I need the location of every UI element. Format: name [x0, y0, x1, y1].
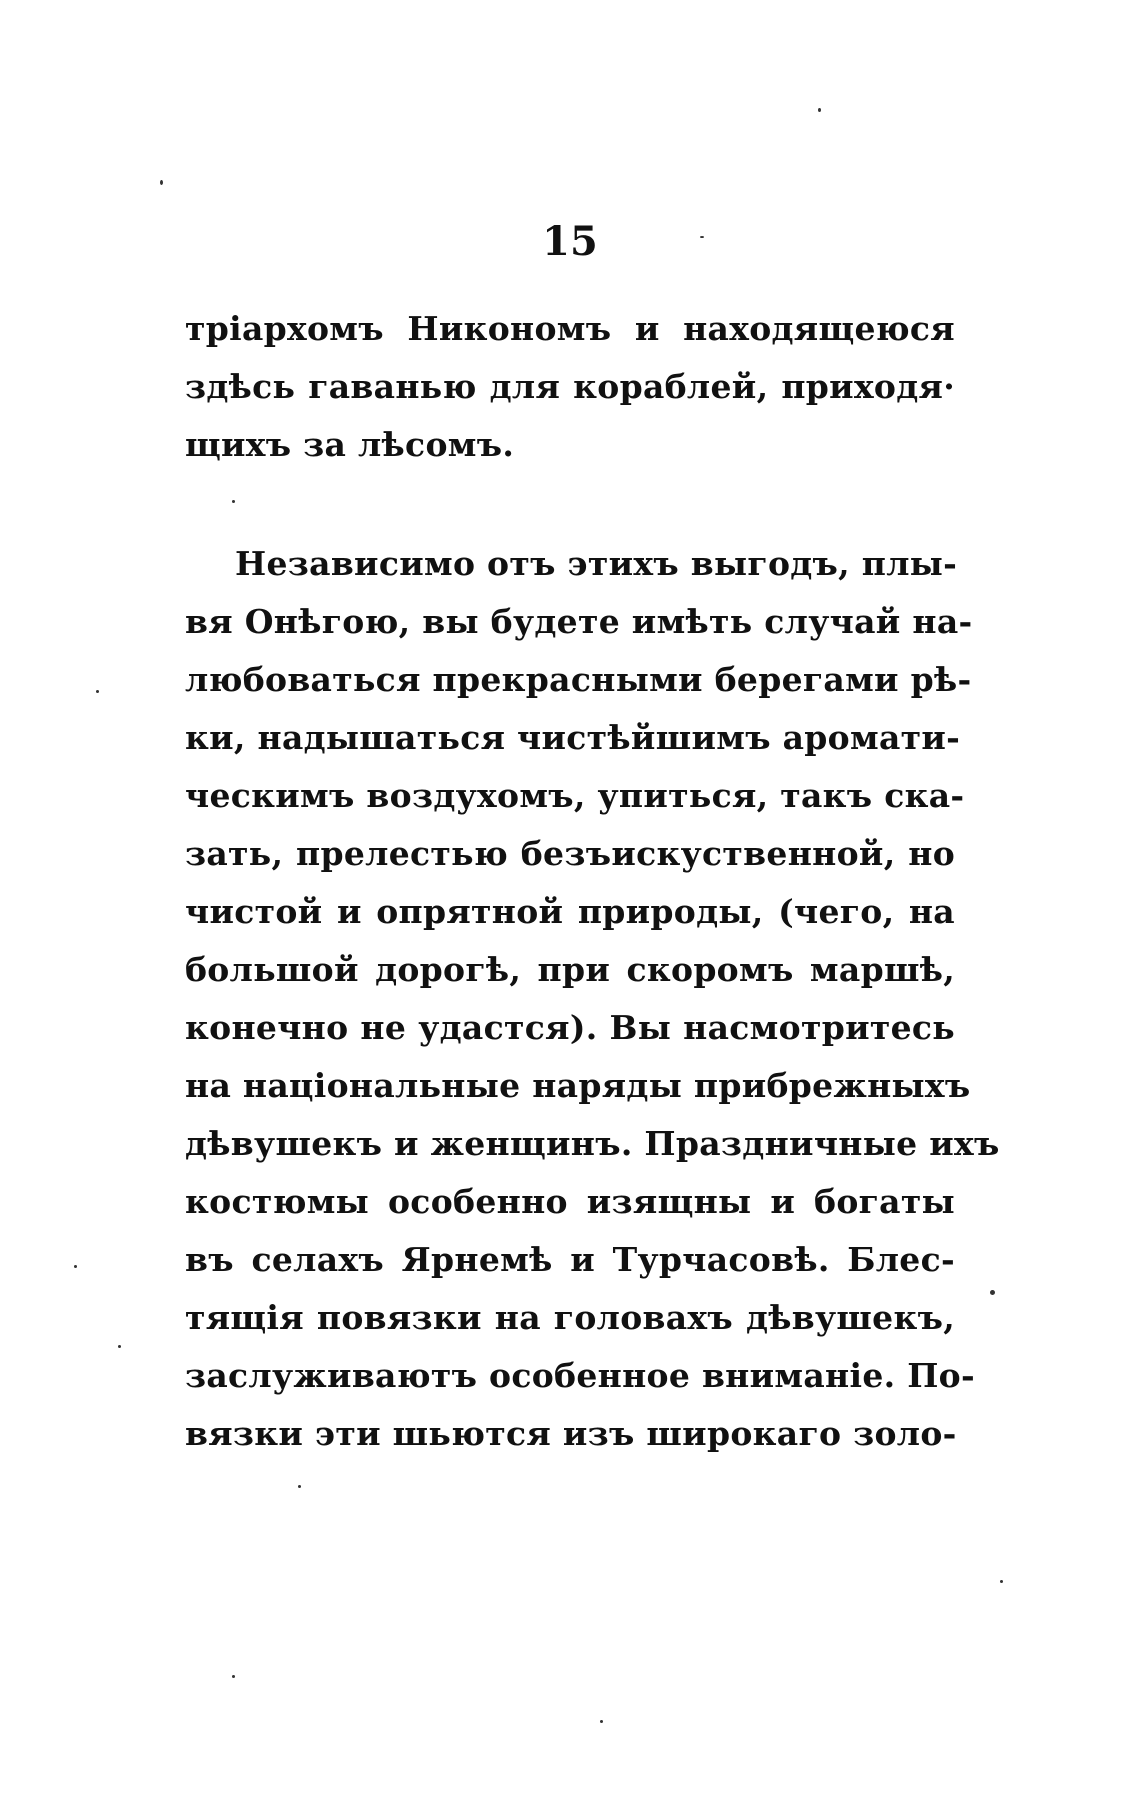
text-line: любоваться прекрасными берегами рѣ- [185, 660, 972, 699]
text-line: въ селахъ Ярнемѣ и Турчасовѣ. Блес- [185, 1240, 955, 1279]
text-line: на національные наряды прибрежныхъ [185, 1066, 971, 1105]
text-line: тящія повязки на головахъ дѣвушекъ, [185, 1298, 955, 1337]
text-line: конечно не удастся). Вы насмотритесь [185, 1008, 955, 1047]
text-line: тріархомъ Никономъ и находящеюся [185, 309, 955, 348]
text-line: заслуживаютъ особенное вниманіе. По- [185, 1356, 975, 1395]
text-line: вя Онѣгою, вы будете имѣть случай на- [185, 602, 973, 641]
scan-speck [1000, 1580, 1003, 1583]
scan-speck [232, 500, 235, 503]
paragraph-2 [185, 535, 1000, 1463]
text-line: ки, надышаться чистѣйшимъ аромати- [185, 718, 961, 757]
text-line: дѣвушекъ и женщинъ. Праздничные ихъ [185, 1124, 1000, 1163]
text-line: зать, прелестью безъискуственной, но [185, 834, 955, 873]
text-line: большой дорогѣ, при скоромъ маршѣ, [185, 950, 955, 989]
scan-speck [118, 1345, 121, 1348]
scan-speck [600, 1720, 603, 1723]
page-number: 15 [542, 218, 598, 265]
scan-speck [990, 1290, 995, 1295]
text-line: вязки эти шьются изъ широкаго золо- [185, 1414, 957, 1453]
text-line: Независимо отъ этихъ выгодъ, плы- [235, 544, 958, 583]
scan-speck [818, 108, 821, 112]
scan-speck [298, 1485, 301, 1488]
text-line: здѣсь гаванью для кораблей, приходя· [185, 367, 955, 406]
scan-speck [160, 180, 163, 185]
paragraph-1 [185, 300, 955, 474]
text-line: щихъ за лѣсомъ. [185, 425, 515, 464]
text-line: костюмы особенно изящны и богаты [185, 1182, 955, 1221]
scan-speck [232, 1675, 235, 1678]
scan-speck [74, 1265, 77, 1268]
scan-speck [700, 236, 704, 238]
text-line: чистой и опрятной природы, (чего, на [185, 892, 955, 931]
text-line: ческимъ воздухомъ, упиться, такъ ска- [185, 776, 965, 815]
scan-speck [96, 690, 99, 693]
